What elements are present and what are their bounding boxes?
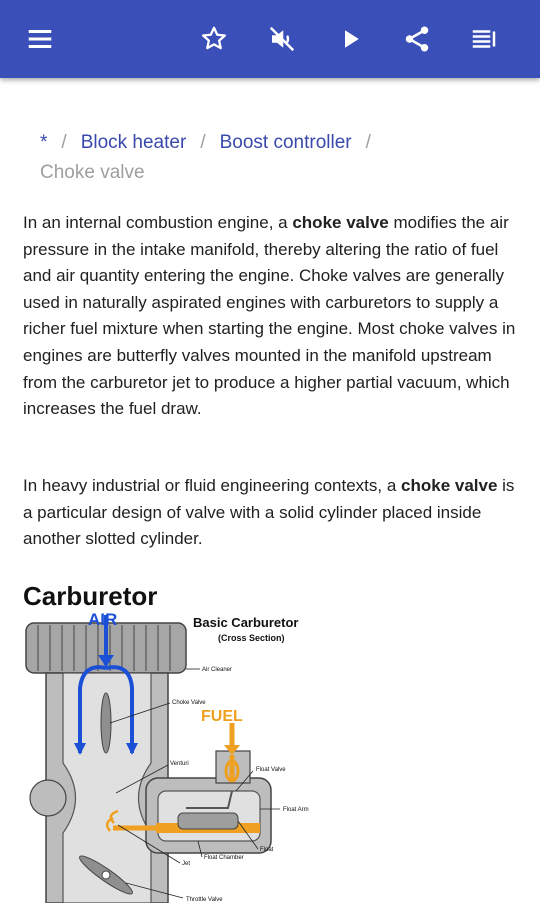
breadcrumb-current: Choke valve (40, 162, 145, 183)
paragraph-text: modifies the air pressure in the intake manifold, thereby altering the ratio of fuel and air quantity entering the engine. Choke valves are generally used in naturally aspirated engines with carburetors to supply a richer fuel mixture when starting the engine. Most choke valves in engines are butterfly valves mounted in the manifold upstream from the carburetor jet to produce a higher partial vacuum, which increases the fuel draw. (23, 213, 516, 419)
bold-term: choke valve (292, 213, 389, 232)
contents-button[interactable] (467, 22, 501, 56)
list-icon (469, 24, 499, 54)
share-button[interactable] (400, 22, 434, 56)
breadcrumb-item-root[interactable]: * (40, 132, 48, 153)
menu-button[interactable] (23, 22, 57, 56)
fuel-label: FUEL (201, 708, 243, 725)
mute-button[interactable] (265, 22, 299, 56)
label-air-cleaner: Air Cleaner (202, 667, 233, 673)
label-throttle-valve: Throttle Valve (186, 897, 223, 903)
label-float-arm: Float Arm (283, 807, 309, 813)
breadcrumb-separator: / (365, 132, 371, 153)
menu-icon (25, 24, 55, 54)
label-choke-valve: Choke Valve (172, 700, 206, 706)
bold-term: choke valve (401, 476, 498, 495)
label-venturi: Venturi (170, 761, 189, 767)
figure-title: Basic Carburetor (193, 615, 299, 630)
app-toolbar (0, 0, 540, 78)
bookmark-button[interactable] (197, 22, 231, 56)
breadcrumb-item-boost-controller[interactable]: Boost controller (219, 132, 352, 153)
star-icon (199, 24, 229, 54)
breadcrumb-item-block-heater[interactable]: Block heater (80, 132, 187, 153)
label-float-valve: Float Valve (256, 767, 286, 773)
paragraph-text: In an internal combustion engine, a (23, 213, 293, 232)
paragraph-text: is a particular design of valve with a solid cylinder placed inside another slotted cylinder. (23, 476, 515, 549)
share-icon (402, 24, 432, 54)
label-float-chamber: Float Chamber (204, 855, 244, 861)
air-label: AIR (88, 613, 118, 629)
play-button[interactable] (333, 22, 367, 56)
mute-icon (267, 24, 297, 54)
breadcrumb (40, 128, 510, 188)
figure-subtitle: (Cross Section) (218, 633, 285, 643)
choke-valve (101, 693, 111, 753)
label-jet: Jet (182, 861, 191, 867)
paragraph-text: In heavy industrial or fluid engineering contexts, a (23, 476, 402, 495)
article-paragraph-1 (23, 210, 519, 423)
carburetor-diagram[interactable] (18, 613, 348, 903)
section-title: Carburetor (23, 581, 158, 611)
label-float: Float (260, 847, 274, 853)
article-paragraph-2 (23, 473, 519, 553)
play-icon (335, 24, 365, 54)
breadcrumb-separator: / (200, 132, 206, 153)
breadcrumb-separator: / (61, 132, 67, 153)
